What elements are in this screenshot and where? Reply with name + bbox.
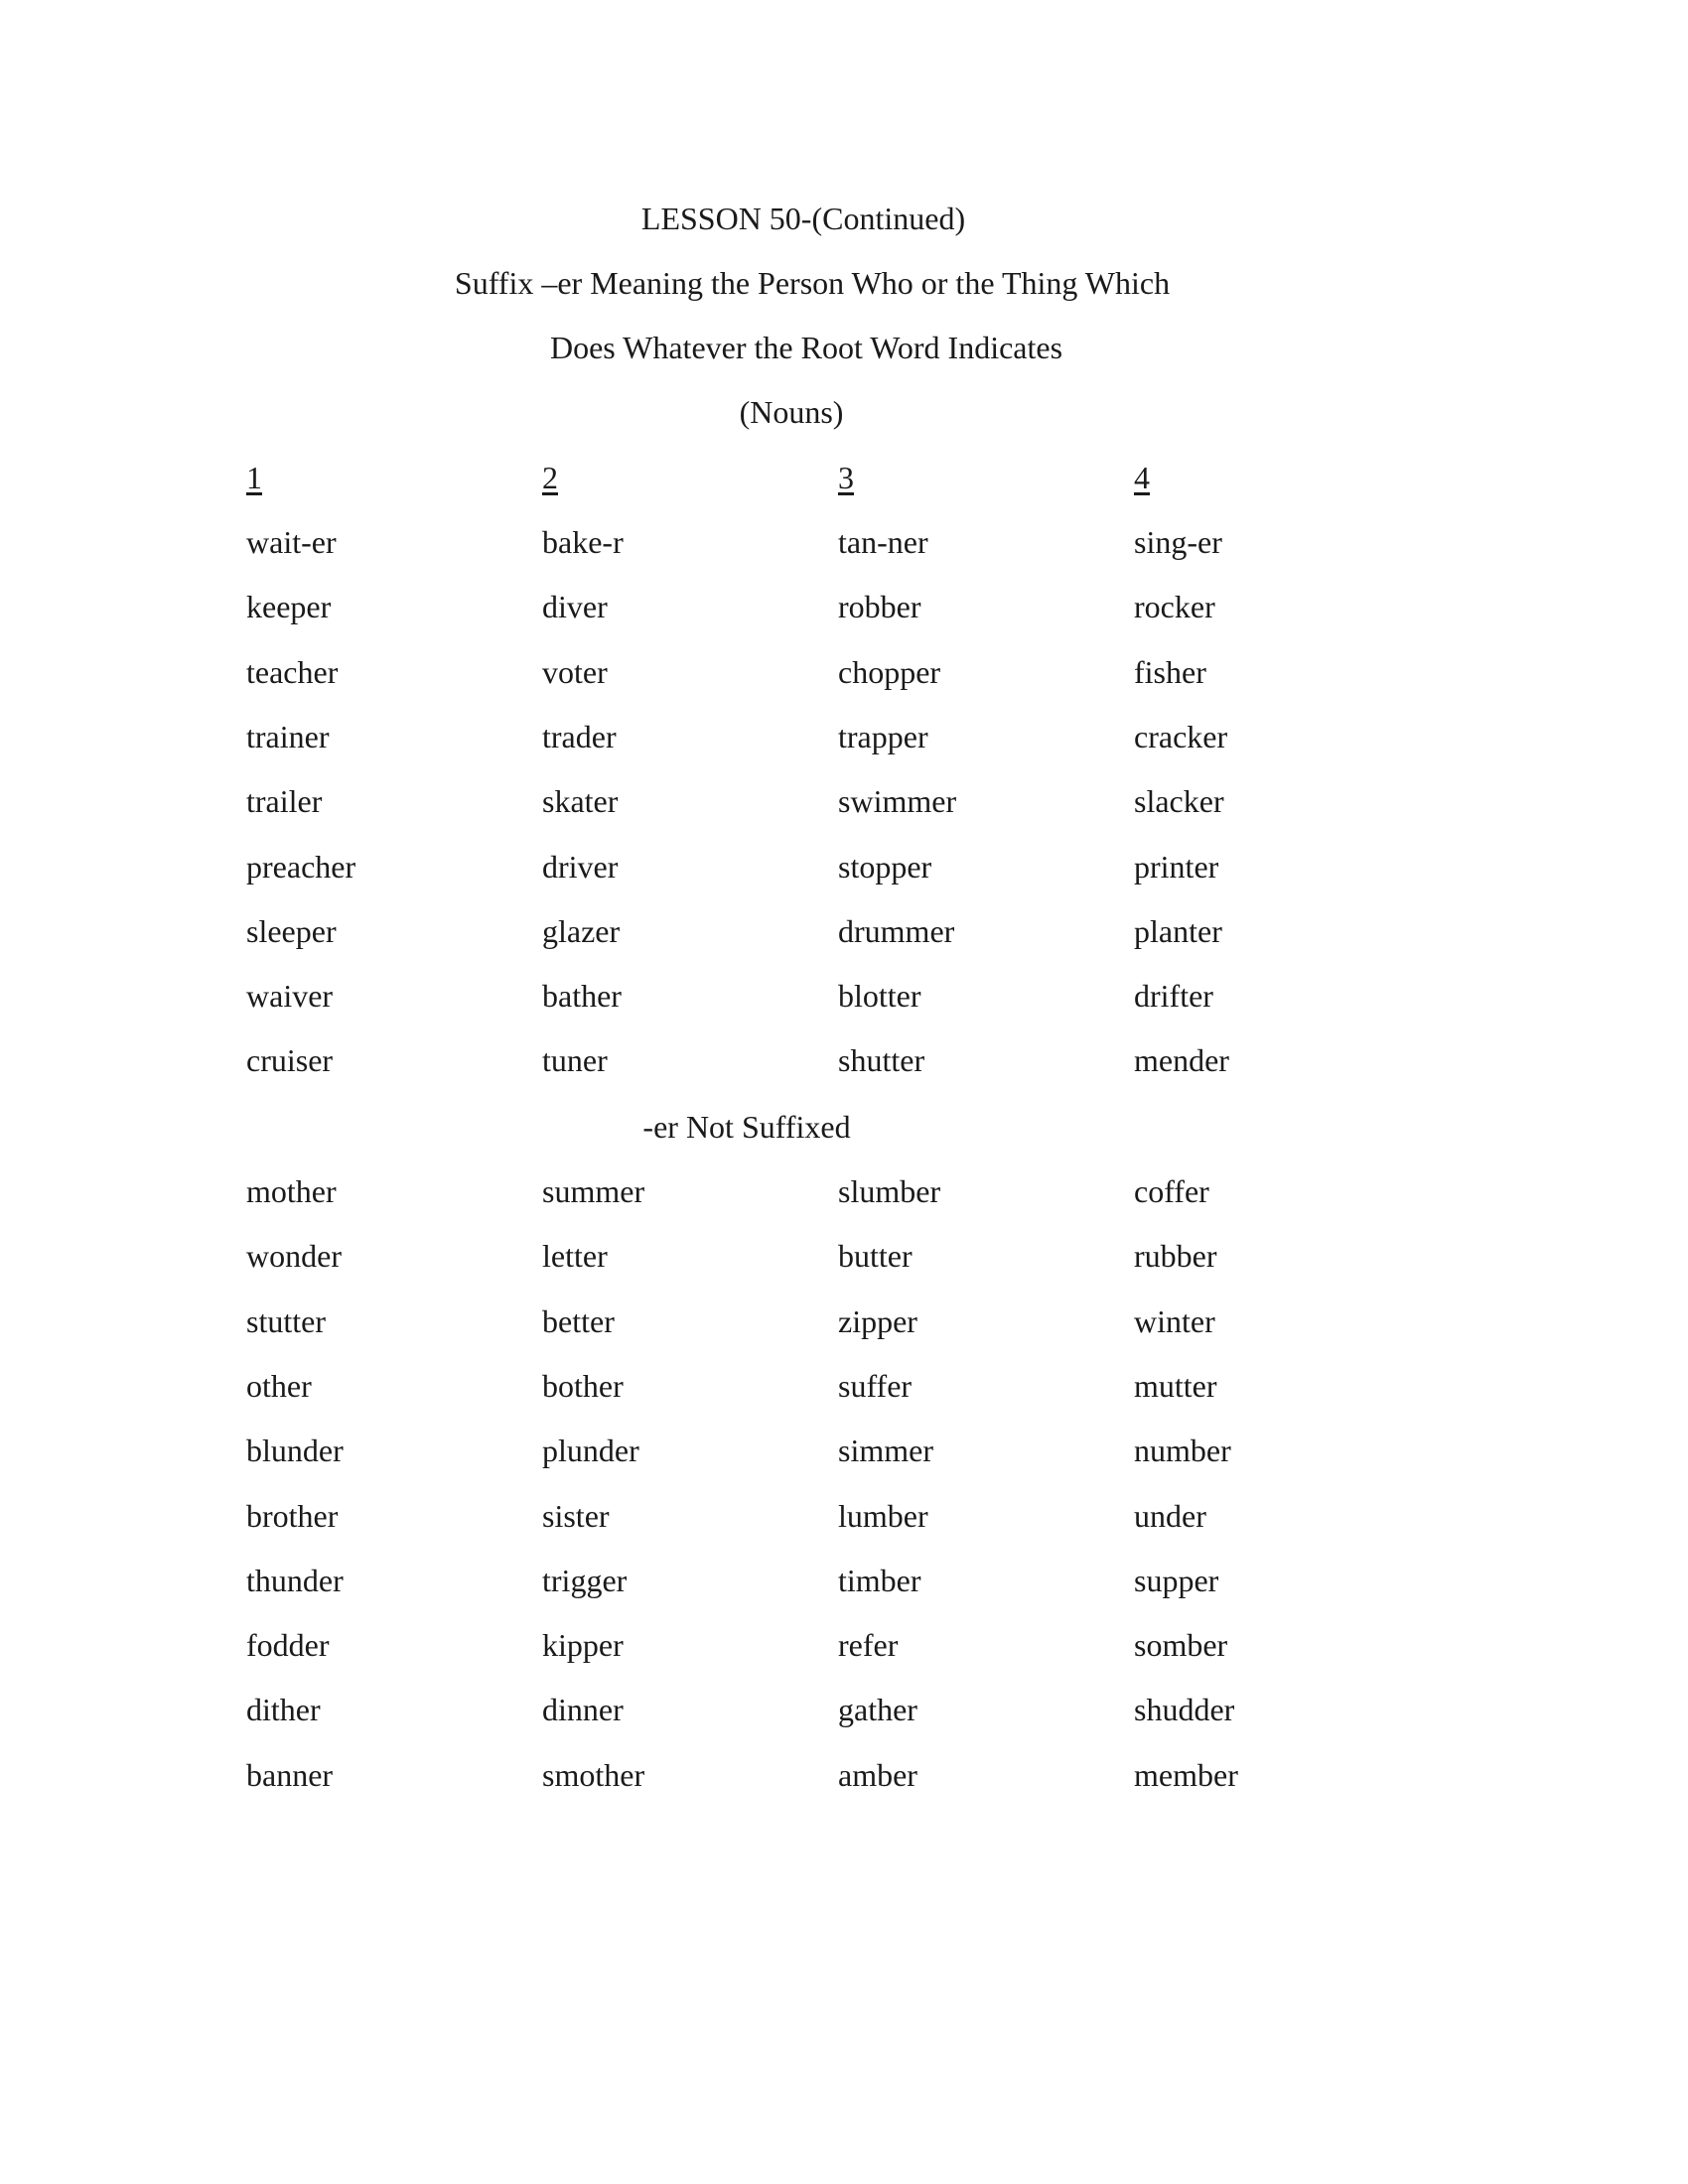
column-header-3: 3 [838, 460, 854, 495]
suffixed-word: printer [1134, 848, 1219, 885]
not-suffixed-word: thunder [246, 1562, 344, 1598]
suffixed-word: bather [542, 978, 622, 1015]
suffixed-word: voter [542, 653, 608, 690]
not-suffixed-word: trigger [542, 1562, 628, 1598]
not-suffixed-word: plunder [542, 1433, 639, 1469]
suffixed-word: stopper [838, 848, 932, 885]
suffixed-word: swimmer [838, 783, 957, 820]
not-suffixed-word: under [1134, 1497, 1206, 1534]
not-suffixed-word: other [246, 1367, 312, 1404]
not-suffixed-word: banner [246, 1756, 334, 1793]
suffixed-word: mender [1134, 1042, 1229, 1079]
column-header-1: 1 [246, 460, 262, 495]
not-suffixed-word: amber [838, 1756, 917, 1793]
column-header-2: 2 [542, 460, 558, 495]
suffixed-word: preacher [246, 848, 356, 885]
not-suffixed-word: zipper [838, 1302, 917, 1339]
not-suffixed-word: brother [246, 1497, 339, 1534]
lesson-title: LESSON 50-(Continued) [640, 201, 966, 236]
not-suffixed-word: fodder [246, 1627, 330, 1664]
not-suffixed-word: refer [838, 1627, 899, 1664]
not-suffixed-word: suffer [838, 1367, 913, 1404]
suffixed-word: shutter [838, 1042, 925, 1079]
suffixed-word: trailer [246, 783, 323, 820]
not-suffixed-word: blunder [246, 1433, 344, 1469]
not-suffixed-word: coffer [1134, 1173, 1209, 1209]
suffixed-word: cruiser [246, 1042, 334, 1079]
suffixed-word: robber [838, 589, 921, 625]
suffixed-word: blotter [838, 978, 921, 1015]
not-suffixed-word: sister [542, 1497, 610, 1534]
not-suffixed-word: slumber [838, 1173, 941, 1209]
suffixed-word: fisher [1134, 653, 1206, 690]
not-suffixed-word: stutter [246, 1302, 326, 1339]
not-suffixed-word: letter [542, 1238, 608, 1275]
not-suffixed-word: smother [542, 1756, 645, 1793]
suffixed-word: driver [542, 848, 619, 885]
suffixed-word: trainer [246, 718, 330, 754]
suffixed-word: drifter [1134, 978, 1213, 1015]
not-suffixed-word: rubber [1134, 1238, 1217, 1275]
not-suffixed-word: supper [1134, 1562, 1219, 1598]
not-suffixed-word: lumber [838, 1497, 928, 1534]
not-suffixed-word: simmer [838, 1433, 933, 1469]
suffixed-word: teacher [246, 653, 339, 690]
not-suffixed-word: gather [838, 1692, 917, 1728]
not-suffixed-word: dither [246, 1692, 321, 1728]
not-suffixed-word: butter [838, 1238, 913, 1275]
suffixed-word: wait-er [246, 524, 337, 560]
suffixed-word: skater [542, 783, 619, 820]
not-suffixed-heading: -er Not Suffixed [642, 1109, 851, 1145]
suffixed-word: waiver [246, 978, 334, 1015]
subtitle-line-1: Suffix –er Meaning the Person Who or the Thing Which [454, 265, 1171, 301]
suffixed-word: rocker [1134, 589, 1215, 625]
subtitle-line-2: Does Whatever the Root Word Indicates [549, 330, 1063, 365]
suffixed-word: tuner [542, 1042, 608, 1079]
suffixed-word: slacker [1134, 783, 1224, 820]
suffixed-word: trapper [838, 718, 928, 754]
not-suffixed-word: bother [542, 1367, 624, 1404]
suffixed-word: sleeper [246, 912, 337, 949]
suffixed-word: glazer [542, 912, 621, 949]
suffixed-word: planter [1134, 912, 1222, 949]
not-suffixed-word: mutter [1134, 1367, 1217, 1404]
not-suffixed-word: better [542, 1302, 615, 1339]
not-suffixed-word: mother [246, 1173, 337, 1209]
not-suffixed-word: dinner [542, 1692, 624, 1728]
not-suffixed-word: member [1134, 1756, 1238, 1793]
not-suffixed-word: winter [1134, 1302, 1215, 1339]
column-header-4: 4 [1134, 460, 1150, 495]
suffixed-word: trader [542, 718, 617, 754]
part-of-speech-label: (Nouns) [739, 394, 844, 430]
not-suffixed-word: shudder [1134, 1692, 1235, 1728]
not-suffixed-word: number [1134, 1433, 1231, 1469]
not-suffixed-word: kipper [542, 1627, 624, 1664]
suffixed-word: drummer [838, 912, 955, 949]
suffixed-word: tan-ner [838, 524, 928, 560]
suffixed-word: diver [542, 589, 608, 625]
suffixed-word: bake-r [542, 524, 624, 560]
not-suffixed-word: timber [838, 1562, 921, 1598]
suffixed-word: keeper [246, 589, 332, 625]
suffixed-word: chopper [838, 653, 941, 690]
suffixed-word: sing-er [1134, 524, 1222, 560]
not-suffixed-word: summer [542, 1173, 645, 1209]
not-suffixed-word: wonder [246, 1238, 342, 1275]
not-suffixed-word: somber [1134, 1627, 1228, 1664]
suffixed-word: cracker [1134, 718, 1228, 754]
